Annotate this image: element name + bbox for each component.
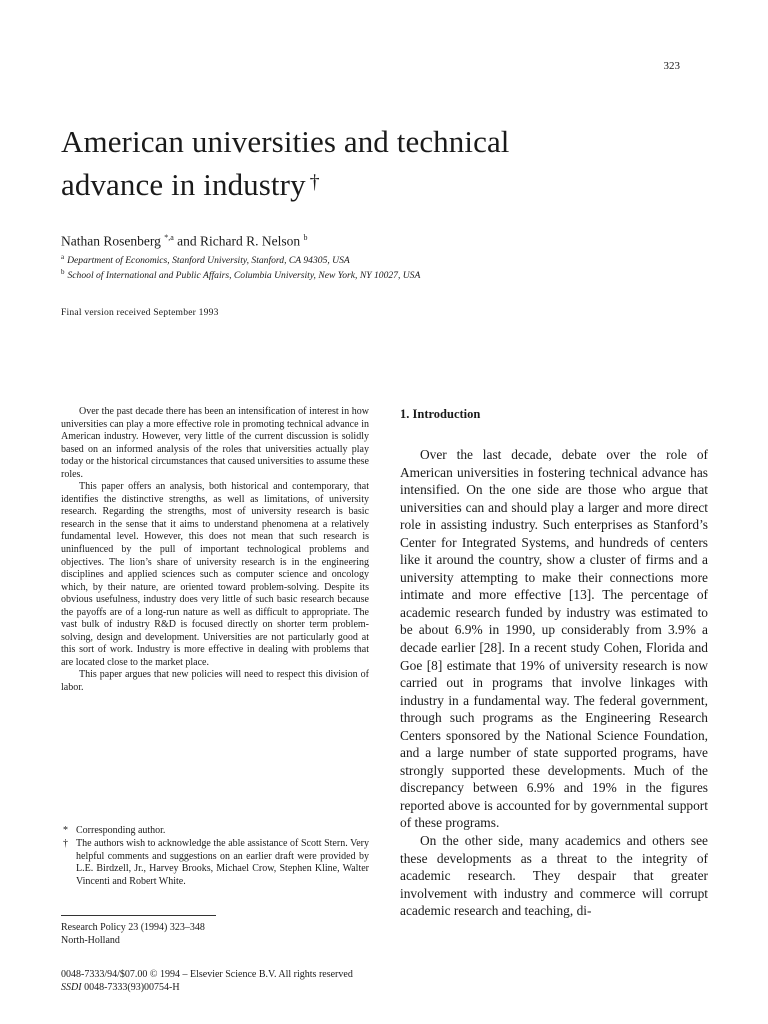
footnote-corresponding bbox=[61, 825, 369, 838]
affiliation-a-text: Department of Economics, Stanford University, Stanford, CA 94305, USA bbox=[67, 255, 350, 267]
author-2: Richard R. Nelson bbox=[200, 233, 301, 249]
ssdi-line bbox=[61, 981, 353, 994]
abstract-paragraph: This paper offers an analysis, both historical and contemporary, that identifies the distinctive strengths, as well as limitations, of university research. Regarding the strengths, most of university research is basic research in the sense that it aims to understand phenomena at a relatively fundamental level. However, this does not mean that such research is uninfluenced by the pull of important technological problems and objectives. The lion’s share of university research is in the engineering disciplines and applied sciences such as computer science and oncology which, by their nature, are oriented toward problem-solving. Despite its obvious usefulness, industry does very little of such basic research because the payoffs are of a long-run nature as well as difficult to appropriate. The vast bulk of industry R&D is focused directly on shorter term problem-solving, design and development. Universities are not particularly good at this sort of work. Industry is more effective in dealing with problems that are located close to the market place. bbox=[61, 481, 369, 668]
section-heading: 1. Introduction bbox=[400, 407, 481, 421]
abstract-paragraph: Over the past decade there has been an intensification of interest in how universities can play a more effective role in promoting technical advance in American industry. However, very little of the current discussion is solidly based on an informed analysis of the roles that universities actually play today or the historical circumstances that caused universities to assume these roles. bbox=[61, 406, 369, 480]
ssdi-label: SSDI bbox=[61, 982, 82, 993]
copyright-block bbox=[61, 968, 353, 994]
copyright-line: 0048-7333/94/$07.00 © 1994 – Elsevier Science B.V. All rights reserved bbox=[61, 969, 353, 980]
journal-rule bbox=[61, 915, 216, 916]
footnote-text: Corresponding author. bbox=[76, 825, 166, 836]
affiliation-a-mark: a bbox=[61, 253, 65, 261]
author-1-mark: *,a bbox=[164, 233, 174, 242]
page-number: 323 bbox=[663, 60, 680, 72]
title-line-1: American universities and technical bbox=[61, 124, 510, 159]
abstract bbox=[61, 406, 369, 695]
footnote-mark: † bbox=[63, 837, 68, 849]
affiliation-a bbox=[61, 253, 350, 266]
footnotes bbox=[61, 825, 369, 889]
paper-title bbox=[61, 120, 701, 206]
author-and: and bbox=[177, 233, 197, 249]
body-paragraph: Over the last decade, debate over the role of American universities in fostering technical advance has intensified. On the one side are those who argue that universities can and should play a larger and more direct role in assisting industry. Such enterprises as Stanford’s Center for Integrated Systems, and hundreds of centers like it around the country, show a cluster of firms and a university attempting to make their connections more intimate and more effective [13]. The percentage of academic research funded by industry was estimated to be about 6.9% in 1990, up considerably from 3.9% a decade earlier [28]. In a recent study Cohen, Florida and Goe [8] estimate that 19% of university research is now carried out in programs that involve linkages with industry in a fundamental way. The federal government, through such programs as the Engineering Research Centers sponsored by the National Science Foundation, and a large number of state supported programs, have strongly supported these developments. Much of the discrepancy between 6.9% and 19% in the figures reported above is accounted for by governmental support of these programs. bbox=[400, 447, 708, 831]
ssdi-number: 0048-7333(93)00754-H bbox=[84, 982, 180, 993]
title-dagger: † bbox=[309, 171, 320, 193]
journal-citation: Research Policy 23 (1994) 323–348 bbox=[61, 922, 205, 933]
journal-publisher: North-Holland bbox=[61, 935, 120, 946]
footnote-text: The authors wish to acknowledge the able assistance of Scott Stern. Very helpful comments and suggestions on an earlier draft were provided by L.E. Birdzell, Jr., Harvey Brooks, Michael Crow, Stephen Kline, Walter Vincenti and Robert White. bbox=[76, 837, 369, 888]
body-paragraph: On the other side, many academics and others see these developments as a threat to the integrity of academic research. They despair that greater involvement with industry and commerce will corrupt academic research and teaching, di- bbox=[400, 833, 708, 919]
footnote-mark: * bbox=[63, 825, 68, 836]
abstract-paragraph: This paper argues that new policies will need to respect this division of labor. bbox=[61, 669, 369, 694]
title-line-2: advance in industry bbox=[61, 167, 306, 202]
author-1: Nathan Rosenberg bbox=[61, 233, 161, 249]
journal-info bbox=[61, 921, 205, 947]
authors bbox=[61, 233, 308, 250]
affiliation-b bbox=[61, 268, 420, 281]
affiliation-b-text: School of International and Public Affairs, Columbia University, New York, NY 10027, USA bbox=[67, 270, 421, 282]
received-date: Final version received September 1993 bbox=[61, 307, 219, 318]
affiliation-b-mark: b bbox=[61, 268, 65, 276]
author-2-mark: b bbox=[303, 233, 308, 242]
footnote-acknowledgement bbox=[61, 838, 369, 889]
introduction-body bbox=[400, 446, 708, 920]
